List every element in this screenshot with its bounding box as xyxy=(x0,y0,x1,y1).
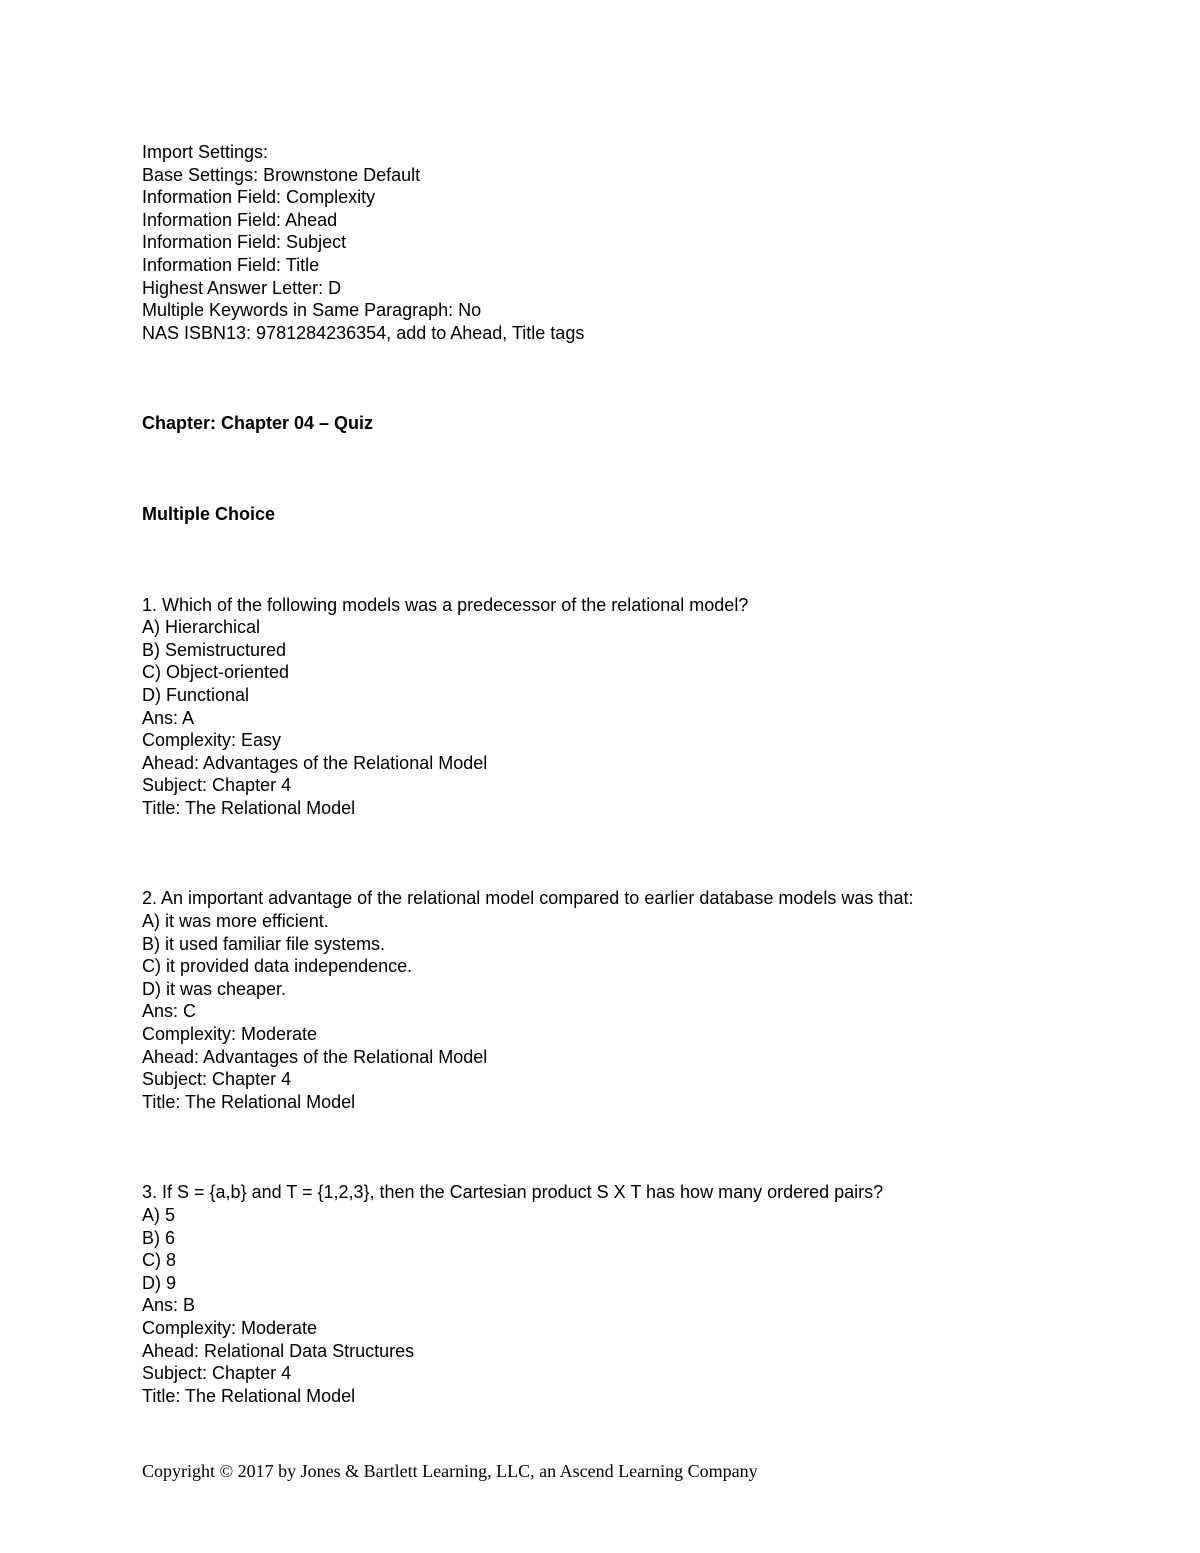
import-settings-line: Information Field: Complexity xyxy=(142,187,376,208)
import-settings-line: NAS ISBN13: 9781284236354, add to Ahead, Title tags xyxy=(142,322,585,343)
ahead-field: Ahead: Advantages of the Relational Model xyxy=(142,1046,488,1067)
answer-key: Ans: B xyxy=(142,1295,196,1316)
question-prompt: 1. Which of the following models was a predecessor of the relational model? xyxy=(142,594,749,615)
question-1 xyxy=(142,594,1102,820)
subject-field: Subject: Chapter 4 xyxy=(142,1069,292,1090)
answer-option: A) it was more efficient. xyxy=(142,911,329,932)
complexity-field: Complexity: Moderate xyxy=(142,1024,318,1045)
answer-option: B) it used familiar file systems. xyxy=(142,933,386,954)
subject-field: Subject: Chapter 4 xyxy=(142,775,292,796)
answer-option: B) Semistructured xyxy=(142,639,287,660)
import-settings-line: Information Field: Title xyxy=(142,254,320,275)
ahead-field: Ahead: Relational Data Structures xyxy=(142,1340,415,1361)
title-field: Title: The Relational Model xyxy=(142,797,356,818)
chapter-heading-block xyxy=(142,412,1102,435)
section-heading: Multiple Choice xyxy=(142,503,276,524)
answer-option: C) 8 xyxy=(142,1250,177,1271)
ahead-field: Ahead: Advantages of the Relational Model xyxy=(142,752,488,773)
document-body xyxy=(142,141,1102,1407)
answer-key: Ans: C xyxy=(142,1001,197,1022)
question-prompt: 2. An important advantage of the relational model compared to earlier database models was that: xyxy=(142,888,914,909)
import-settings-line: Multiple Keywords in Same Paragraph: No xyxy=(142,300,482,321)
answer-option: D) it was cheaper. xyxy=(142,978,287,999)
question-2 xyxy=(142,887,1102,1113)
subject-field: Subject: Chapter 4 xyxy=(142,1363,292,1384)
import-settings-line: Information Field: Ahead xyxy=(142,209,338,230)
title-field: Title: The Relational Model xyxy=(142,1385,356,1406)
section-heading-block xyxy=(142,503,1102,526)
copyright-footer: Copyright © 2017 by Jones & Bartlett Learning, LLC, an Ascend Learning Company xyxy=(142,1461,758,1481)
chapter-heading: Chapter: Chapter 04 – Quiz xyxy=(142,413,374,434)
import-settings-line: Highest Answer Letter: D xyxy=(142,277,342,298)
answer-option: C) Object-oriented xyxy=(142,662,290,683)
answer-key: Ans: A xyxy=(142,707,195,728)
question-3 xyxy=(142,1181,1102,1407)
question-prompt: 3. If S = {a,b} and T = {1,2,3}, then the Cartesian product S X T has how many ordered pairs? xyxy=(142,1182,884,1203)
answer-option: D) Functional xyxy=(142,684,250,705)
answer-option: A) 5 xyxy=(142,1205,176,1225)
answer-option: A) Hierarchical xyxy=(142,617,261,638)
answer-option: B) 6 xyxy=(142,1227,176,1248)
complexity-field: Complexity: Easy xyxy=(142,730,282,751)
answer-option: C) it provided data independence. xyxy=(142,956,413,977)
answer-option: D) 9 xyxy=(142,1272,177,1293)
title-field: Title: The Relational Model xyxy=(142,1091,356,1112)
import-settings xyxy=(142,141,1102,344)
complexity-field: Complexity: Moderate xyxy=(142,1317,318,1338)
import-settings-line: Information Field: Subject xyxy=(142,232,347,253)
import-settings-line: Base Settings: Brownstone Default xyxy=(142,164,421,185)
import-settings-line: Import Settings: xyxy=(142,142,269,162)
